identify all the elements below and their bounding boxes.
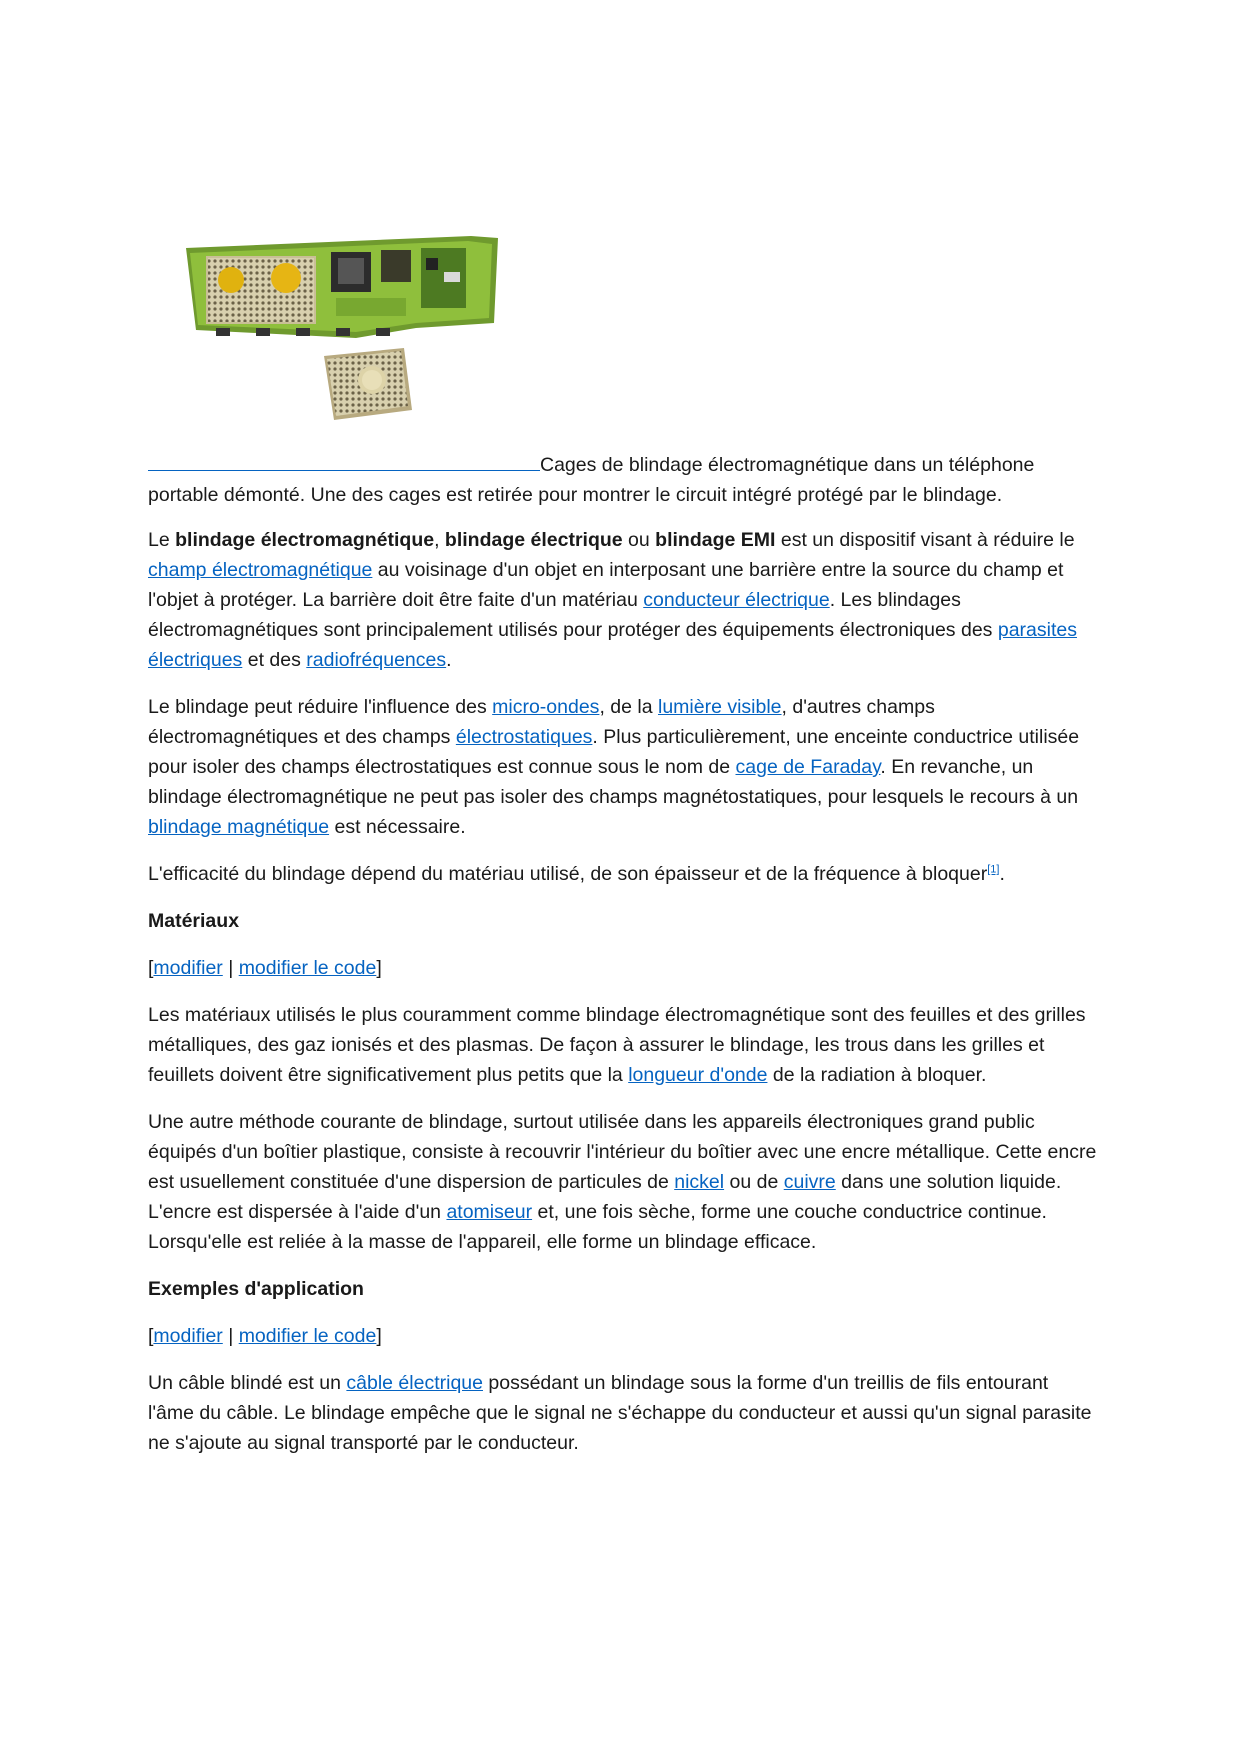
text: Une autre méthode courante de blindage, surtout utilisée dans les appareils électroniques grand public équipés d'un boîtier plastique, consiste à recouvrir l'intérieur du boîtier avec une encre métallique. Cette encre est usuellement constituée d'une dispersion de particules de [148, 1111, 1097, 1193]
separator: | [222, 1325, 239, 1347]
link-atomiseur[interactable]: atomiseur [446, 1201, 533, 1223]
link-blindage-magnetique[interactable]: blindage magnétique [148, 816, 330, 838]
text: Le blindage peut réduire l'influence des [148, 696, 493, 718]
text: et, une fois sèche, forme une couche conductrice continue. Lorsqu'elle est reliée à la masse de l'appareil, elle forme un blindage efficace. [148, 1201, 1047, 1253]
text: . [999, 863, 1005, 885]
text: est nécessaire. [329, 816, 466, 838]
text: dans une solution liquide. L'encre est dispersée à l'aide d'un [148, 1171, 1062, 1223]
text: de la radiation à bloquer. [767, 1064, 987, 1086]
link-micro-ondes[interactable]: micro-ondes [492, 696, 600, 718]
text: ou de [724, 1171, 784, 1193]
text: ou [622, 529, 656, 551]
paragraph-intro [148, 525, 1098, 675]
text: L'efficacité du blindage dépend du matériau utilisé, de son épaisseur et de la fréquence à bloquer [148, 863, 988, 885]
article-body [148, 525, 1098, 1475]
paragraph-efficacite [148, 859, 1098, 889]
bracket: ] [376, 1325, 382, 1347]
text: . Les blindages électromagnétiques sont principalement utilisés pour protéger des équipements électroniques des [148, 589, 998, 641]
edit-links [148, 953, 1098, 983]
modifier-link[interactable]: modifier [153, 957, 223, 979]
paragraph-influence [148, 692, 1098, 842]
text: est un dispositif visant à réduire le [775, 529, 1075, 551]
caption-text: Cages de blindage électromagnétique dans un téléphone portable démonté. Une des cages est retirée pour montrer le circuit intégré protégé par le blindage. [148, 454, 1035, 506]
bold-term: blindage électrique [444, 529, 623, 551]
text: . Plus particulièrement, une enceinte conductrice utilisée pour isoler des champs électrostatiques est connue sous le nom de [148, 726, 1080, 778]
link-longueur-d-onde[interactable]: longueur d'onde [628, 1064, 768, 1086]
bracket: [ [148, 957, 154, 979]
link-parasites-electriques[interactable]: parasites électriques [148, 619, 1077, 671]
bracket: ] [376, 957, 382, 979]
text: , de la [599, 696, 658, 718]
text: Le [148, 529, 176, 551]
bold-term: blindage électromagnétique [175, 529, 435, 551]
link-electrostatiques[interactable]: électrostatiques [455, 726, 593, 748]
text: , [434, 529, 445, 551]
text: au voisinage d'un objet en interposant une barrière entre la source du champ et l'objet à protéger. La barrière doit être faite d'un matériau [148, 559, 1064, 611]
text: possédant un blindage sous la forme d'un treillis de fils entourant l'âme du câble. Le blindage empêche que le signal ne s'échappe du conducteur et aussi qu'un signal parasite ne s'ajoute au signal transporté par le conducteur. [148, 1372, 1092, 1454]
text: et des [242, 649, 307, 671]
link-champ-electromagnetique[interactable]: champ électromagnétique [148, 559, 373, 581]
modifier-le-code-link[interactable]: modifier le code [238, 957, 377, 979]
text: . En revanche, un blindage électromagnétique ne peut pas isoler des champs magnétostatiques, pour lesquels le recours à un [148, 756, 1079, 808]
reference-link[interactable]: [1] [987, 863, 1000, 876]
modifier-le-code-link[interactable]: modifier le code [238, 1325, 377, 1347]
link-lumiere-visible[interactable]: lumière visible [657, 696, 782, 718]
phone-circuit-board-figure [176, 228, 506, 438]
modifier-link[interactable]: modifier [153, 1325, 223, 1347]
paragraph-materiaux [148, 1000, 1098, 1090]
link-cable-electrique[interactable]: câble électrique [346, 1372, 483, 1394]
paragraph-cable [148, 1368, 1098, 1458]
text: . [446, 649, 452, 671]
separator: | [222, 957, 239, 979]
edit-links [148, 1321, 1098, 1351]
link-conducteur-electrique[interactable]: conducteur électrique [643, 589, 830, 611]
section-heading-exemples: Exemples d'application [148, 1278, 364, 1300]
phone-circuit-board-image [176, 228, 506, 438]
link-nickel[interactable]: nickel [674, 1171, 725, 1193]
figure-caption [148, 450, 1098, 510]
paragraph-encre [148, 1107, 1098, 1257]
bold-term: blindage EMI [655, 529, 776, 551]
text: Un câble blindé est un [148, 1372, 347, 1394]
caption-link-line[interactable] [148, 452, 540, 471]
text: , d'autres champs électromagnétiques et des champs [148, 696, 935, 748]
link-radiofrequences[interactable]: radiofréquences [306, 649, 447, 671]
link-cuivre[interactable]: cuivre [783, 1171, 836, 1193]
text: Les matériaux utilisés le plus couramment comme blindage électromagnétique sont des feuilles et des grilles métalliques, des gaz ionisés et des plasmas. De façon à assurer le blindage, les trous dans les grilles et feuillets doivent être significativement plus petits que la [148, 1004, 1086, 1086]
link-cage-de-faraday[interactable]: cage de Faraday [735, 756, 881, 778]
section-heading-materiaux: Matériaux [148, 910, 240, 932]
bracket: [ [148, 1325, 154, 1347]
